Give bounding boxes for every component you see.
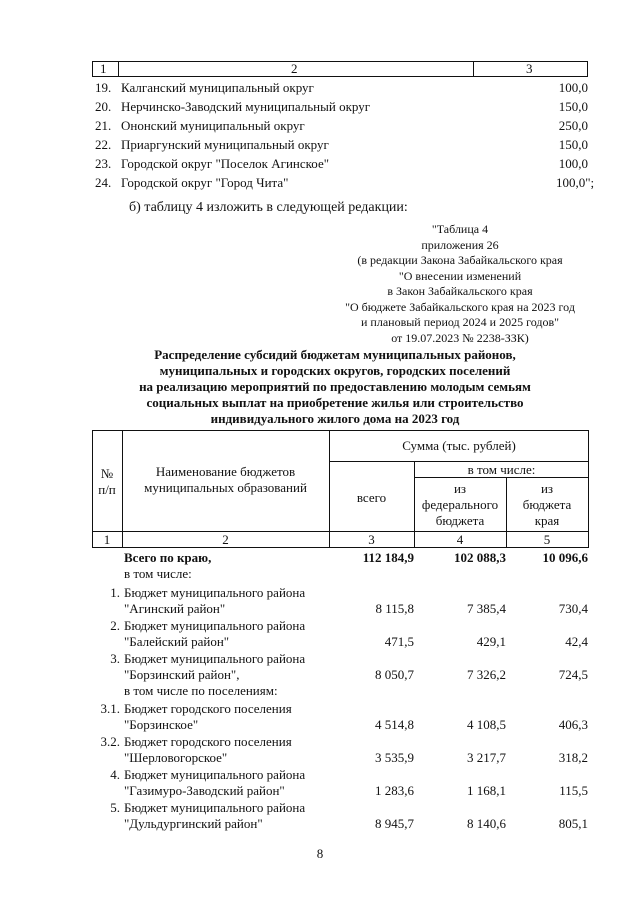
including-note: в том числе: bbox=[124, 566, 192, 581]
top-table-border-left bbox=[92, 61, 93, 77]
col-number-label: 1 bbox=[103, 532, 111, 547]
top-table-divider bbox=[118, 61, 119, 77]
top-table-border-top bbox=[92, 61, 588, 62]
title-line: муниципальных и городских округов, городских поселений bbox=[159, 363, 511, 378]
row-name: Калганский муниципальный округ bbox=[121, 80, 314, 95]
col-name-header bbox=[122, 464, 329, 496]
col-num-header-line: № bbox=[100, 466, 114, 481]
row-total: 8 945,7 bbox=[375, 816, 414, 831]
title-line: Распределение субсидий бюджетам муниципальных районов, bbox=[154, 347, 516, 362]
top-table-border-bottom bbox=[92, 76, 588, 77]
row-number: 22. bbox=[95, 137, 112, 152]
col-num-header bbox=[92, 466, 122, 498]
row-federal: 8 140,6 bbox=[467, 816, 506, 831]
total-sum: 112 184,9 bbox=[362, 550, 414, 565]
row-regional: 730,4 bbox=[558, 601, 588, 616]
row-federal: 4 108,5 bbox=[467, 717, 506, 732]
total-federal: 102 088,3 bbox=[454, 550, 506, 565]
col-number-label: 3 bbox=[368, 532, 375, 547]
row-name-line: "Дульдургинский район" bbox=[124, 816, 263, 831]
row-name-line: Бюджет муниципального района bbox=[124, 618, 306, 633]
row-total: 8 050,7 bbox=[375, 667, 414, 682]
row-regional: 406,3 bbox=[558, 717, 588, 732]
attachment-line: приложения 26 bbox=[421, 237, 499, 252]
row-name-line: "Шерловогорское" bbox=[124, 750, 228, 765]
col-number-label: 4 bbox=[456, 532, 464, 547]
total-regional: 10 096,6 bbox=[542, 550, 588, 565]
row-federal: 1 168,1 bbox=[467, 783, 506, 798]
row-number: 5. bbox=[110, 800, 120, 815]
row-name-line: "Агинский район" bbox=[124, 601, 226, 616]
row-federal: 3 217,7 bbox=[467, 750, 506, 765]
col-regional-header-line: бюджета bbox=[522, 497, 572, 512]
col-regional-header-line: края bbox=[534, 513, 560, 528]
row-name: Городской округ "Поселок Агинское" bbox=[121, 156, 330, 171]
row-name-line: "Борзинское" bbox=[124, 717, 199, 732]
row-value: 250,0 bbox=[558, 118, 588, 133]
top-table-border-right bbox=[587, 61, 588, 77]
row-number: 21. bbox=[95, 118, 112, 133]
row-federal: 7 385,4 bbox=[467, 601, 506, 616]
row-total: 1 283,6 bbox=[375, 783, 414, 798]
row-regional: 318,2 bbox=[558, 750, 588, 765]
row-name-line: Бюджет муниципального района bbox=[124, 767, 306, 782]
row-value: 100,0 bbox=[558, 80, 588, 95]
row-name-line: "Борзинский район", bbox=[124, 667, 240, 682]
attachment-line: от 19.07.2023 № 2238-ЗЗК) bbox=[391, 330, 529, 345]
col-federal-header-line: бюджета bbox=[435, 513, 485, 528]
row-federal: 429,1 bbox=[476, 634, 506, 649]
row-name: Городской округ "Город Чита" bbox=[121, 175, 289, 190]
top-col-1-header: 1 bbox=[100, 61, 107, 76]
row-regional: 805,1 bbox=[558, 816, 588, 831]
row-value: 150,0 bbox=[558, 99, 588, 114]
row-number: 3.1. bbox=[100, 701, 120, 716]
col-total-header: всего bbox=[356, 490, 387, 505]
row-name-line: "Газимуро-Заводский район" bbox=[124, 783, 285, 798]
row-total: 4 514,8 bbox=[375, 717, 414, 732]
row-number: 19. bbox=[95, 80, 112, 95]
row-number: 20. bbox=[95, 99, 112, 114]
attachment-line: "О бюджете Забайкальского края на 2023 год bbox=[345, 299, 575, 314]
total-label: Всего по краю, bbox=[124, 550, 212, 565]
row-name-line: Бюджет городского поселения bbox=[124, 734, 292, 749]
col-federal-header bbox=[414, 481, 506, 529]
col-federal-header-line: федерального bbox=[421, 497, 499, 512]
row-number: 24. bbox=[95, 175, 112, 190]
col-num-header-line: п/п bbox=[98, 482, 116, 497]
attachment-line: (в редакции Закона Забайкальского края bbox=[357, 253, 563, 267]
row-regional: 42,4 bbox=[565, 634, 588, 649]
top-col-2-header: 2 bbox=[291, 61, 298, 76]
row-value: 150,0 bbox=[558, 137, 588, 152]
row-number: 3. bbox=[110, 651, 120, 666]
row-number: 4. bbox=[110, 767, 120, 782]
attachment-header bbox=[330, 222, 590, 346]
attachment-line: "Таблица 4 bbox=[431, 222, 489, 236]
header-border-top bbox=[92, 430, 589, 431]
col-regional-header bbox=[506, 481, 588, 529]
attachment-line: в Закон Забайкальского края bbox=[387, 284, 533, 298]
row-total: 3 535,9 bbox=[375, 750, 414, 765]
row-name-line: Бюджет городского поселения bbox=[124, 701, 292, 716]
row-name-line: Бюджет муниципального района bbox=[124, 800, 306, 815]
page-number: 8 bbox=[316, 846, 324, 861]
table-title bbox=[90, 347, 580, 427]
row-value: 100,0"; bbox=[556, 175, 595, 190]
col-number-label: 5 bbox=[543, 532, 551, 547]
col-name-header-line: Наименование бюджетов bbox=[155, 464, 296, 479]
row-federal: 7 326,2 bbox=[467, 667, 506, 682]
title-line: индивидуального жилого дома на 2023 год bbox=[210, 411, 460, 426]
row-name: Нерчинско-Заводский муниципальный округ bbox=[121, 99, 371, 114]
instruction-text: б) таблицу 4 изложить в следующей редакции: bbox=[129, 200, 408, 215]
row-name-line: в том числе по поселениям: bbox=[124, 683, 278, 698]
sum-header: Сумма (тыс. рублей) bbox=[402, 438, 516, 453]
row-name-line: Бюджет муниципального района bbox=[124, 585, 306, 600]
top-col-3-header: 3 bbox=[526, 61, 533, 76]
row-total: 8 115,8 bbox=[375, 601, 414, 616]
row-number: 23. bbox=[95, 156, 112, 171]
col-number-label: 2 bbox=[222, 532, 229, 547]
top-table-divider bbox=[473, 61, 474, 77]
row-number: 1. bbox=[110, 585, 120, 600]
incl-header: в том числе: bbox=[467, 462, 536, 477]
row-name-line: "Балейский район" bbox=[124, 634, 230, 649]
attachment-line: и плановый период 2024 и 2025 годов" bbox=[360, 315, 560, 329]
title-line: социальных выплат на приобретение жилья или строительство bbox=[146, 395, 524, 410]
attachment-line: "О внесении изменений bbox=[398, 268, 522, 283]
row-value: 100,0 bbox=[558, 156, 588, 171]
row-regional: 724,5 bbox=[558, 667, 588, 682]
col-name-header-line: муниципальных образований bbox=[144, 480, 307, 495]
col-regional-header-line: из bbox=[540, 481, 554, 496]
row-number: 3.2. bbox=[100, 734, 120, 749]
row-regional: 115,5 bbox=[559, 783, 588, 798]
row-total: 471,5 bbox=[384, 634, 414, 649]
col-federal-header-line: из bbox=[453, 481, 467, 496]
row-name: Ононский муниципальный округ bbox=[121, 118, 305, 133]
row-name-line: Бюджет муниципального района bbox=[124, 651, 306, 666]
row-name: Приаргунский муниципальный округ bbox=[121, 137, 329, 152]
title-line: на реализацию мероприятий по предоставлению молодым семьям bbox=[139, 379, 531, 394]
row-number: 2. bbox=[110, 618, 120, 633]
